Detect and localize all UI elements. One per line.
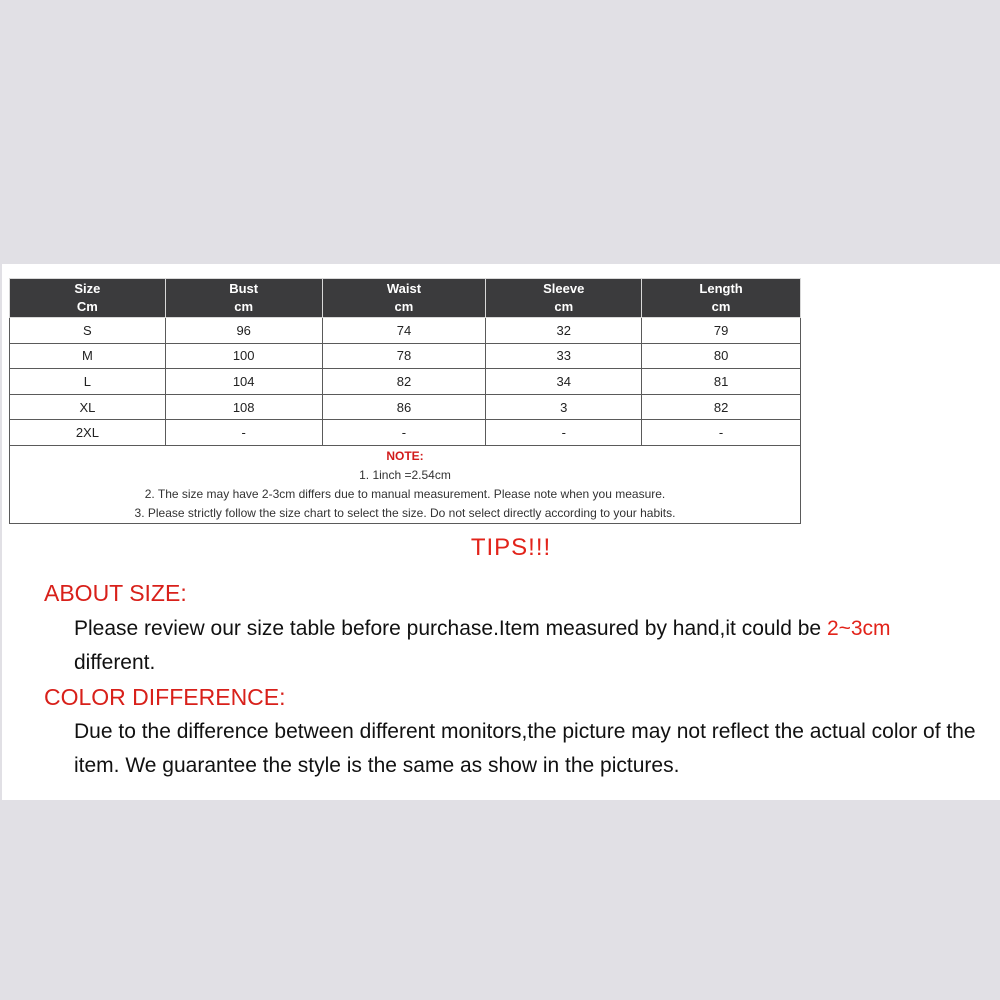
about-size-text [74,612,999,680]
about-size-body: Please review our size table before purchase.Item measured by hand,it could be [74,617,827,640]
table-row [10,420,801,446]
header-sleeve: Sleeve cm [486,279,642,318]
header-size: Size Cm [10,279,166,318]
header-bust: Bust cm [165,279,322,318]
note-title: NOTE: [386,448,424,463]
cell-length: - [642,420,801,446]
note-cell [10,445,801,523]
note-row [10,445,801,523]
cell-bust: - [165,420,322,446]
cell-waist: 86 [322,394,486,420]
header-waist: Waist cm [322,279,486,318]
size-chart-card [2,264,1000,800]
cell-waist: 74 [322,318,486,344]
cell-sleeve: 32 [486,318,642,344]
cell-size: M [10,343,166,369]
table-row [10,369,801,395]
cell-bust: 104 [165,369,322,395]
header-length: Length cm [642,279,801,318]
cell-sleeve: 3 [486,394,642,420]
about-size-body-end: different. [74,651,156,674]
tips-title: TIPS!!! [470,534,552,561]
cell-sleeve: 34 [486,369,642,395]
cell-waist: 78 [322,343,486,369]
cell-size: 2XL [10,420,166,446]
table-row [10,343,801,369]
color-difference-text: Due to the difference between different monitors,the picture may not reflect the actual color of the item. We guarantee the style is the same as show in the pictures. [74,720,976,777]
size-table [9,278,801,524]
cell-size: S [10,318,166,344]
cell-bust: 108 [165,394,322,420]
about-size-highlight: 2~3cm [826,617,891,640]
cell-size: XL [10,394,166,420]
cell-length: 82 [642,394,801,420]
cell-size: L [10,369,166,395]
note-line-3: 3. Please strictly follow the size chart to select the size. Do not select directly according to your habits. [134,505,676,520]
table-row [10,394,801,420]
color-difference-heading: COLOR DIFFERENCE: [44,684,286,710]
cell-sleeve: - [486,420,642,446]
cell-bust: 100 [165,343,322,369]
cell-waist: - [322,420,486,446]
note-line-1: 1. 1inch =2.54cm [359,467,451,482]
cell-length: 81 [642,369,801,395]
cell-length: 79 [642,318,801,344]
cell-sleeve: 33 [486,343,642,369]
cell-waist: 82 [322,369,486,395]
table-header-row [10,279,801,318]
cell-bust: 96 [165,318,322,344]
note-line-2: 2. The size may have 2-3cm differs due to manual measurement. Please note when you measure. [144,486,666,501]
cell-length: 80 [642,343,801,369]
about-size-heading: ABOUT SIZE: [44,580,187,606]
table-row [10,318,801,344]
